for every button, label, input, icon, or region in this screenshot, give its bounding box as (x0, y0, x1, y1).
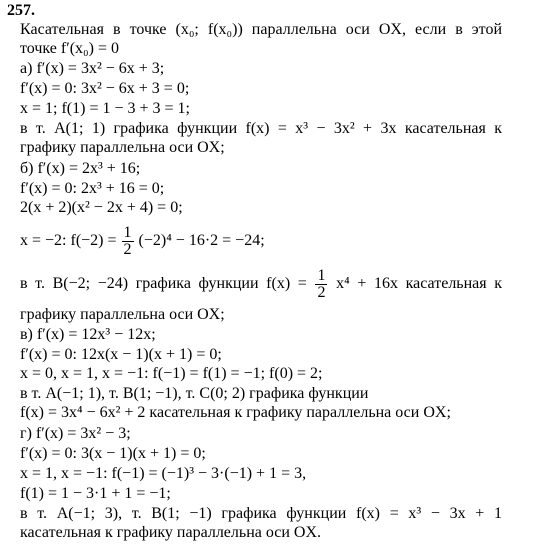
fraction-one-half (315, 268, 327, 301)
part-a-line-3: x = 1; f(1) = 1 − 3 + 3 = 1; (20, 100, 190, 117)
part-d-line-4: f(1) = 1 − 3·1 + 1 = −1; (20, 485, 171, 502)
part-b-line-5-pre: в т. B(−2; −24) графика функции f(x) = (20, 275, 307, 292)
part-b-line-4-pre: x = −2: f(−2) = (20, 232, 117, 249)
fraction-denominator: 2 (123, 240, 132, 258)
part-a-line-4: в т. A(1; 1) графика функции f(x) = x³ − 3x² + 3x касательная к (20, 120, 502, 137)
part-b-line-1 (20, 160, 140, 178)
fraction-denominator: 2 (317, 283, 326, 301)
fraction-numerator: 1 (123, 223, 132, 241)
intro-line-1: Касательная в точке (x₀; f(x₀)) параллельна оси OX, если в этой (20, 21, 502, 38)
fraction-numerator: 1 (317, 266, 326, 284)
part-d-line-3: x = 1, x = −1: f(−1) = (−1)³ − 3·(−1) + 1 = 3, (20, 465, 307, 482)
part-a-line-1 (20, 60, 164, 78)
part-b-line-5 (20, 264, 502, 304)
part-a-derivative: f′(x) = 3x² − 6x + 3; (36, 60, 165, 77)
part-d-line-2: f′(x) = 0: 3(x − 1)(x + 1) = 0; (20, 445, 206, 462)
intro-line-2: точке f′(x₀) = 0 (20, 40, 119, 57)
part-a-line-5: графику параллельна оси OX; (20, 139, 225, 156)
part-c-label: в) (20, 326, 33, 343)
part-c-derivative: f′(x) = 12x³ − 12x; (36, 326, 156, 343)
part-b-line-5-post: x⁴ + 16x касательная к (336, 275, 503, 292)
part-a-line-2: f′(x) = 0: 3x² − 6x + 3 = 0; (20, 80, 190, 97)
part-b-line-3: 2(x + 2)(x² − 2x + 4) = 0; (20, 199, 183, 216)
part-d-label: г) (20, 425, 32, 442)
problem-number: 257. (7, 2, 35, 19)
part-b-line-4-post: (−2)⁴ − 16·2 = −24; (138, 232, 265, 249)
part-c-line-4: в т. A(−1; 1), т. B(1; −1), т. C(0; 2) графика функции (20, 385, 369, 402)
part-b-line-6: графику параллельна оси OX; (20, 306, 225, 323)
part-a-label: а) (20, 60, 33, 77)
part-c-line-5: f(x) = 3x⁴ − 6x² + 2 касательная к графику параллельна оси OX; (20, 404, 451, 421)
part-d-line-5: в т. A(−1; 3), т. B(1; −1) графика функции f(x) = x³ − 3x + 1 (20, 505, 502, 522)
part-d-derivative: f′(x) = 3x² − 3; (35, 425, 131, 442)
part-c-line-1 (20, 326, 156, 344)
part-b-derivative: f′(x) = 2x³ + 16; (37, 160, 141, 177)
part-d-line-1 (20, 425, 131, 443)
fraction-one-half (122, 225, 134, 258)
part-d-line-6: касательная к графику параллельна оси OX. (20, 524, 322, 541)
part-c-line-2: f′(x) = 0: 12x(x − 1)(x + 1) = 0; (20, 346, 222, 363)
part-c-line-3: x = 0, x = 1, x = −1: f(−1) = f(1) = −1; f(0) = 2; (20, 365, 323, 382)
part-b-label: б) (20, 160, 34, 177)
part-b-line-4 (20, 221, 265, 261)
part-b-line-2: f′(x) = 0: 2x³ + 16 = 0; (20, 180, 165, 197)
